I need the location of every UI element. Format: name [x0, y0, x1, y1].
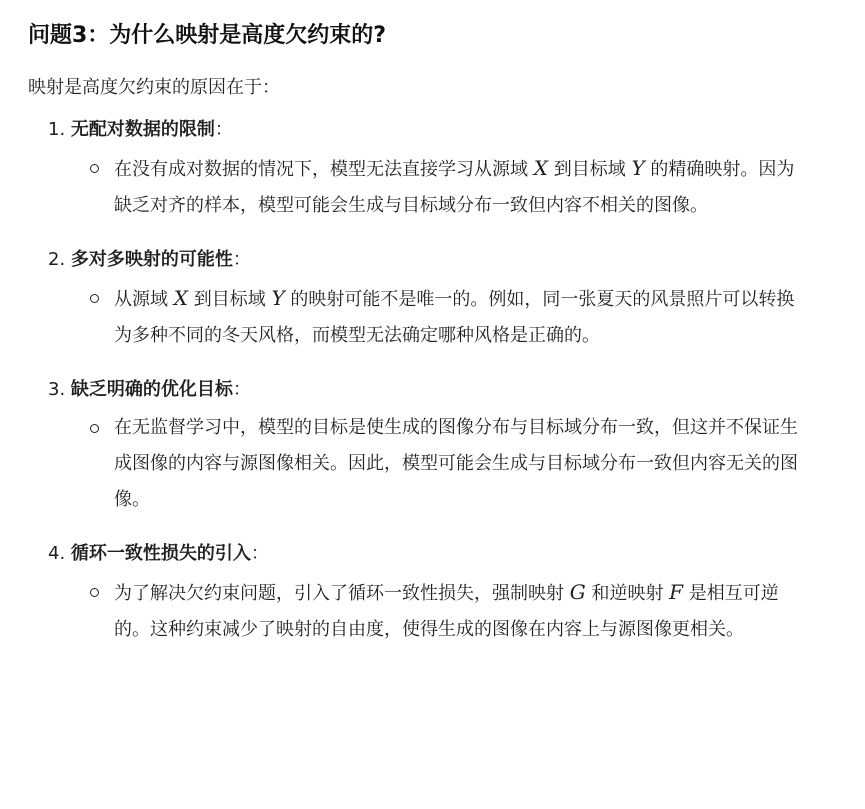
- circle-bullet-icon: [90, 588, 99, 597]
- item-number: 1.: [48, 119, 66, 140]
- item-colon: ：: [214, 119, 233, 140]
- sub-list-item: [0, 150, 865, 224]
- sub-list: [0, 280, 865, 354]
- sub-text: 在没有成对数据的情况下，模型无法直接学习从源域: [114, 159, 534, 180]
- sub-text: 的映射可能不是唯一的。例如，同一张夏天的风景照片可以转换为多种不同的冬天风格，而模型无法确定哪种风格是正确的。: [114, 289, 795, 346]
- sub-text: 在无监督学习中，模型的目标是使生成的图像分布与目标域分布一致，但这并不保证生成图像的内容与源图像相关。因此，模型可能会生成与目标域分布一致但内容无关的图像。: [114, 417, 798, 510]
- item-heading: [0, 376, 865, 404]
- item-heading: [0, 246, 865, 274]
- item-title: 缺乏明确的优化目标: [70, 379, 233, 400]
- intro-text: 映射是高度欠约束的原因在于：: [28, 77, 280, 98]
- circle-bullet-icon: [90, 424, 99, 433]
- math-symbol: F: [669, 580, 684, 604]
- sub-text: 到目标域: [187, 289, 272, 310]
- math-symbol: Y: [271, 286, 285, 310]
- item-number: 2.: [48, 249, 66, 270]
- item-title: 无配对数据的限制: [70, 119, 215, 140]
- item-colon: ：: [232, 249, 251, 270]
- item-heading: [0, 116, 865, 144]
- math-symbol: X: [533, 156, 548, 180]
- circle-bullet-icon: [90, 294, 99, 303]
- math-symbol: G: [569, 580, 586, 604]
- item-number: 4.: [48, 543, 66, 564]
- list-item: [0, 246, 865, 354]
- sub-list-item: [0, 410, 865, 518]
- sub-list-item: [0, 574, 865, 648]
- item-colon: ：: [232, 379, 251, 400]
- sub-list: [0, 574, 865, 648]
- sub-text: 为了解决欠约束问题，引入了循环一致性损失，强制映射: [114, 583, 570, 604]
- sub-text: 和逆映射: [585, 583, 670, 604]
- math-symbol: X: [173, 286, 188, 310]
- item-heading: [0, 540, 865, 568]
- sub-text: 的精确映射。因为缺乏对齐的样本，模型可能会生成与目标域分布一致但内容不相关的图像。: [114, 159, 795, 216]
- item-colon: ：: [250, 543, 269, 564]
- sub-list-item: [0, 280, 865, 354]
- list-item: [0, 376, 865, 518]
- page-title: 问题3：为什么映射是高度欠约束的?: [28, 23, 387, 48]
- sub-text: 到目标域: [547, 159, 632, 180]
- item-number: 3.: [48, 379, 66, 400]
- list-item: [0, 540, 865, 648]
- item-title: 循环一致性损失的引入: [70, 543, 251, 564]
- circle-bullet-icon: [90, 164, 99, 173]
- sub-list: [0, 410, 865, 518]
- list-item: [0, 116, 865, 224]
- sub-list: [0, 150, 865, 224]
- math-symbol: Y: [631, 156, 645, 180]
- sub-text: 是相互可逆的。这种约束减少了映射的自由度，使得生成的图像在内容上与源图像更相关。: [114, 583, 779, 640]
- item-title: 多对多映射的可能性: [70, 249, 233, 270]
- sub-text: 从源域: [114, 289, 174, 310]
- reasons-list: [0, 116, 865, 670]
